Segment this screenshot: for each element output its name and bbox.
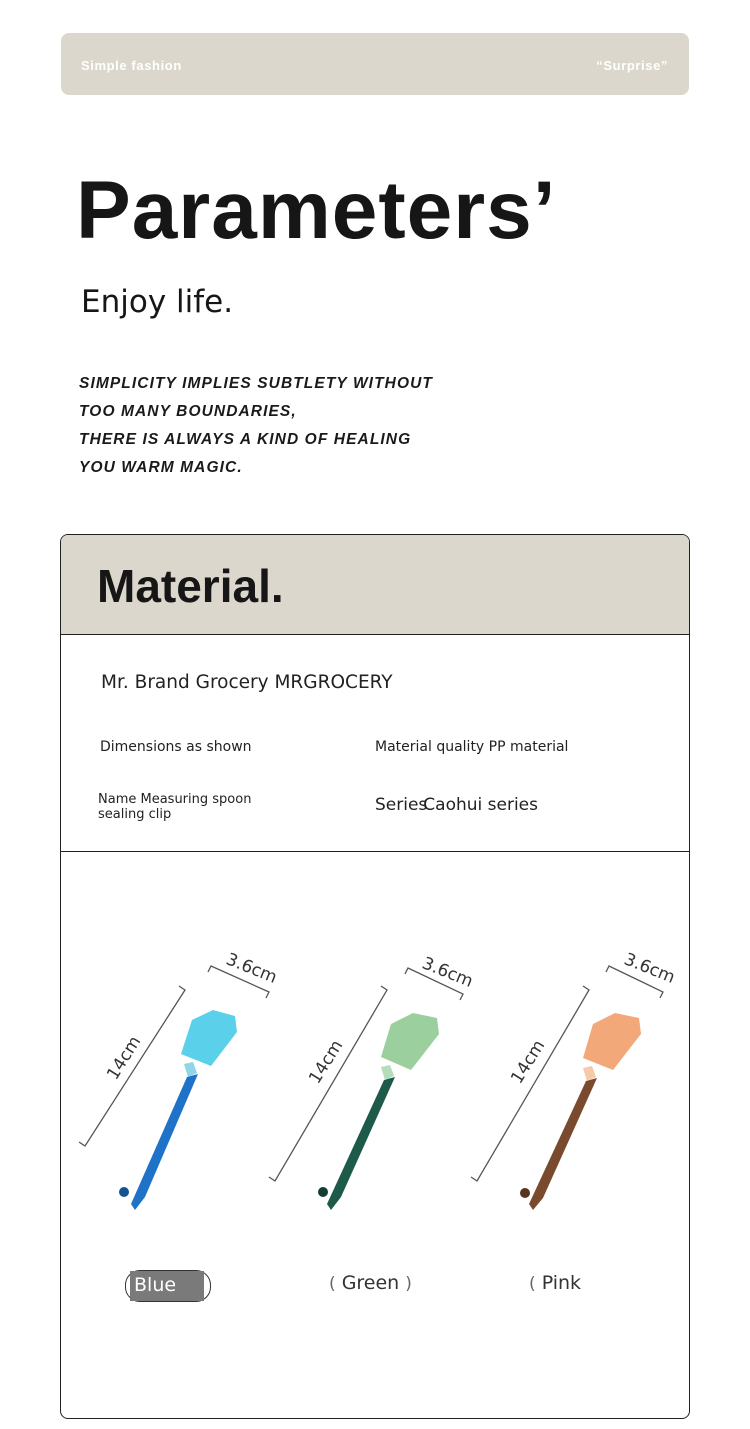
- slogan-line: THERE IS ALWAYS A KIND OF HEALING: [79, 431, 412, 448]
- spec-series-value: Caohui series: [423, 795, 538, 815]
- spec-material: Material quality PP material: [375, 739, 569, 755]
- paren-open-icon: (: [329, 1274, 336, 1294]
- color-label-pink: Pink: [541, 1272, 582, 1294]
- slogan-line: TOO MANY BOUNDARIES,: [79, 403, 297, 420]
- product-gallery: [61, 852, 689, 1418]
- spoon-pink: [471, 949, 678, 1210]
- slogan-block: [79, 370, 433, 482]
- spec-series: [375, 795, 538, 815]
- brand-text: Mr. Brand Grocery MRGROCERY: [101, 672, 393, 693]
- material-card: [60, 534, 690, 1419]
- color-label-green: Green: [341, 1272, 400, 1294]
- slogan-line: YOU WARM MAGIC.: [79, 459, 243, 476]
- color-option-green[interactable]: [329, 1272, 412, 1294]
- paren-close-icon: ): [405, 1274, 412, 1294]
- material-header: [61, 535, 689, 635]
- color-label-blue: Blue: [134, 1274, 177, 1296]
- dim-width-2: 3.6cm: [419, 953, 476, 992]
- material-title: Material.: [97, 560, 284, 612]
- page-title: Parameters’: [76, 165, 557, 256]
- dim-width-3: 3.6cm: [621, 949, 678, 988]
- spec-series-key: Series: [375, 795, 428, 815]
- spoon-green: [269, 953, 476, 1210]
- color-option-pink[interactable]: [529, 1272, 581, 1294]
- dim-length-3: 14cm: [507, 1036, 550, 1088]
- spec-name: Name Measuring spoon sealing clip: [98, 792, 252, 822]
- paren-open-icon: (: [529, 1274, 536, 1294]
- spec-section: [61, 635, 689, 852]
- slogan-line: SIMPLICITY IMPLIES SUBTLETY WITHOUT: [79, 375, 433, 392]
- spoon-blue: [79, 949, 280, 1210]
- banner-right-text: “Surprise”: [596, 58, 668, 73]
- top-banner: [61, 33, 689, 95]
- banner-left-text: Simple fashion: [81, 58, 182, 73]
- dim-length-1: 14cm: [103, 1032, 146, 1084]
- dim-length-2: 14cm: [305, 1036, 348, 1088]
- dim-width-1: 3.6cm: [223, 949, 280, 988]
- spec-dimensions: Dimensions as shown: [100, 739, 252, 755]
- product-illustration: [61, 852, 689, 1418]
- page-subtitle: Enjoy life.: [81, 284, 234, 320]
- color-option-blue[interactable]: [125, 1270, 211, 1302]
